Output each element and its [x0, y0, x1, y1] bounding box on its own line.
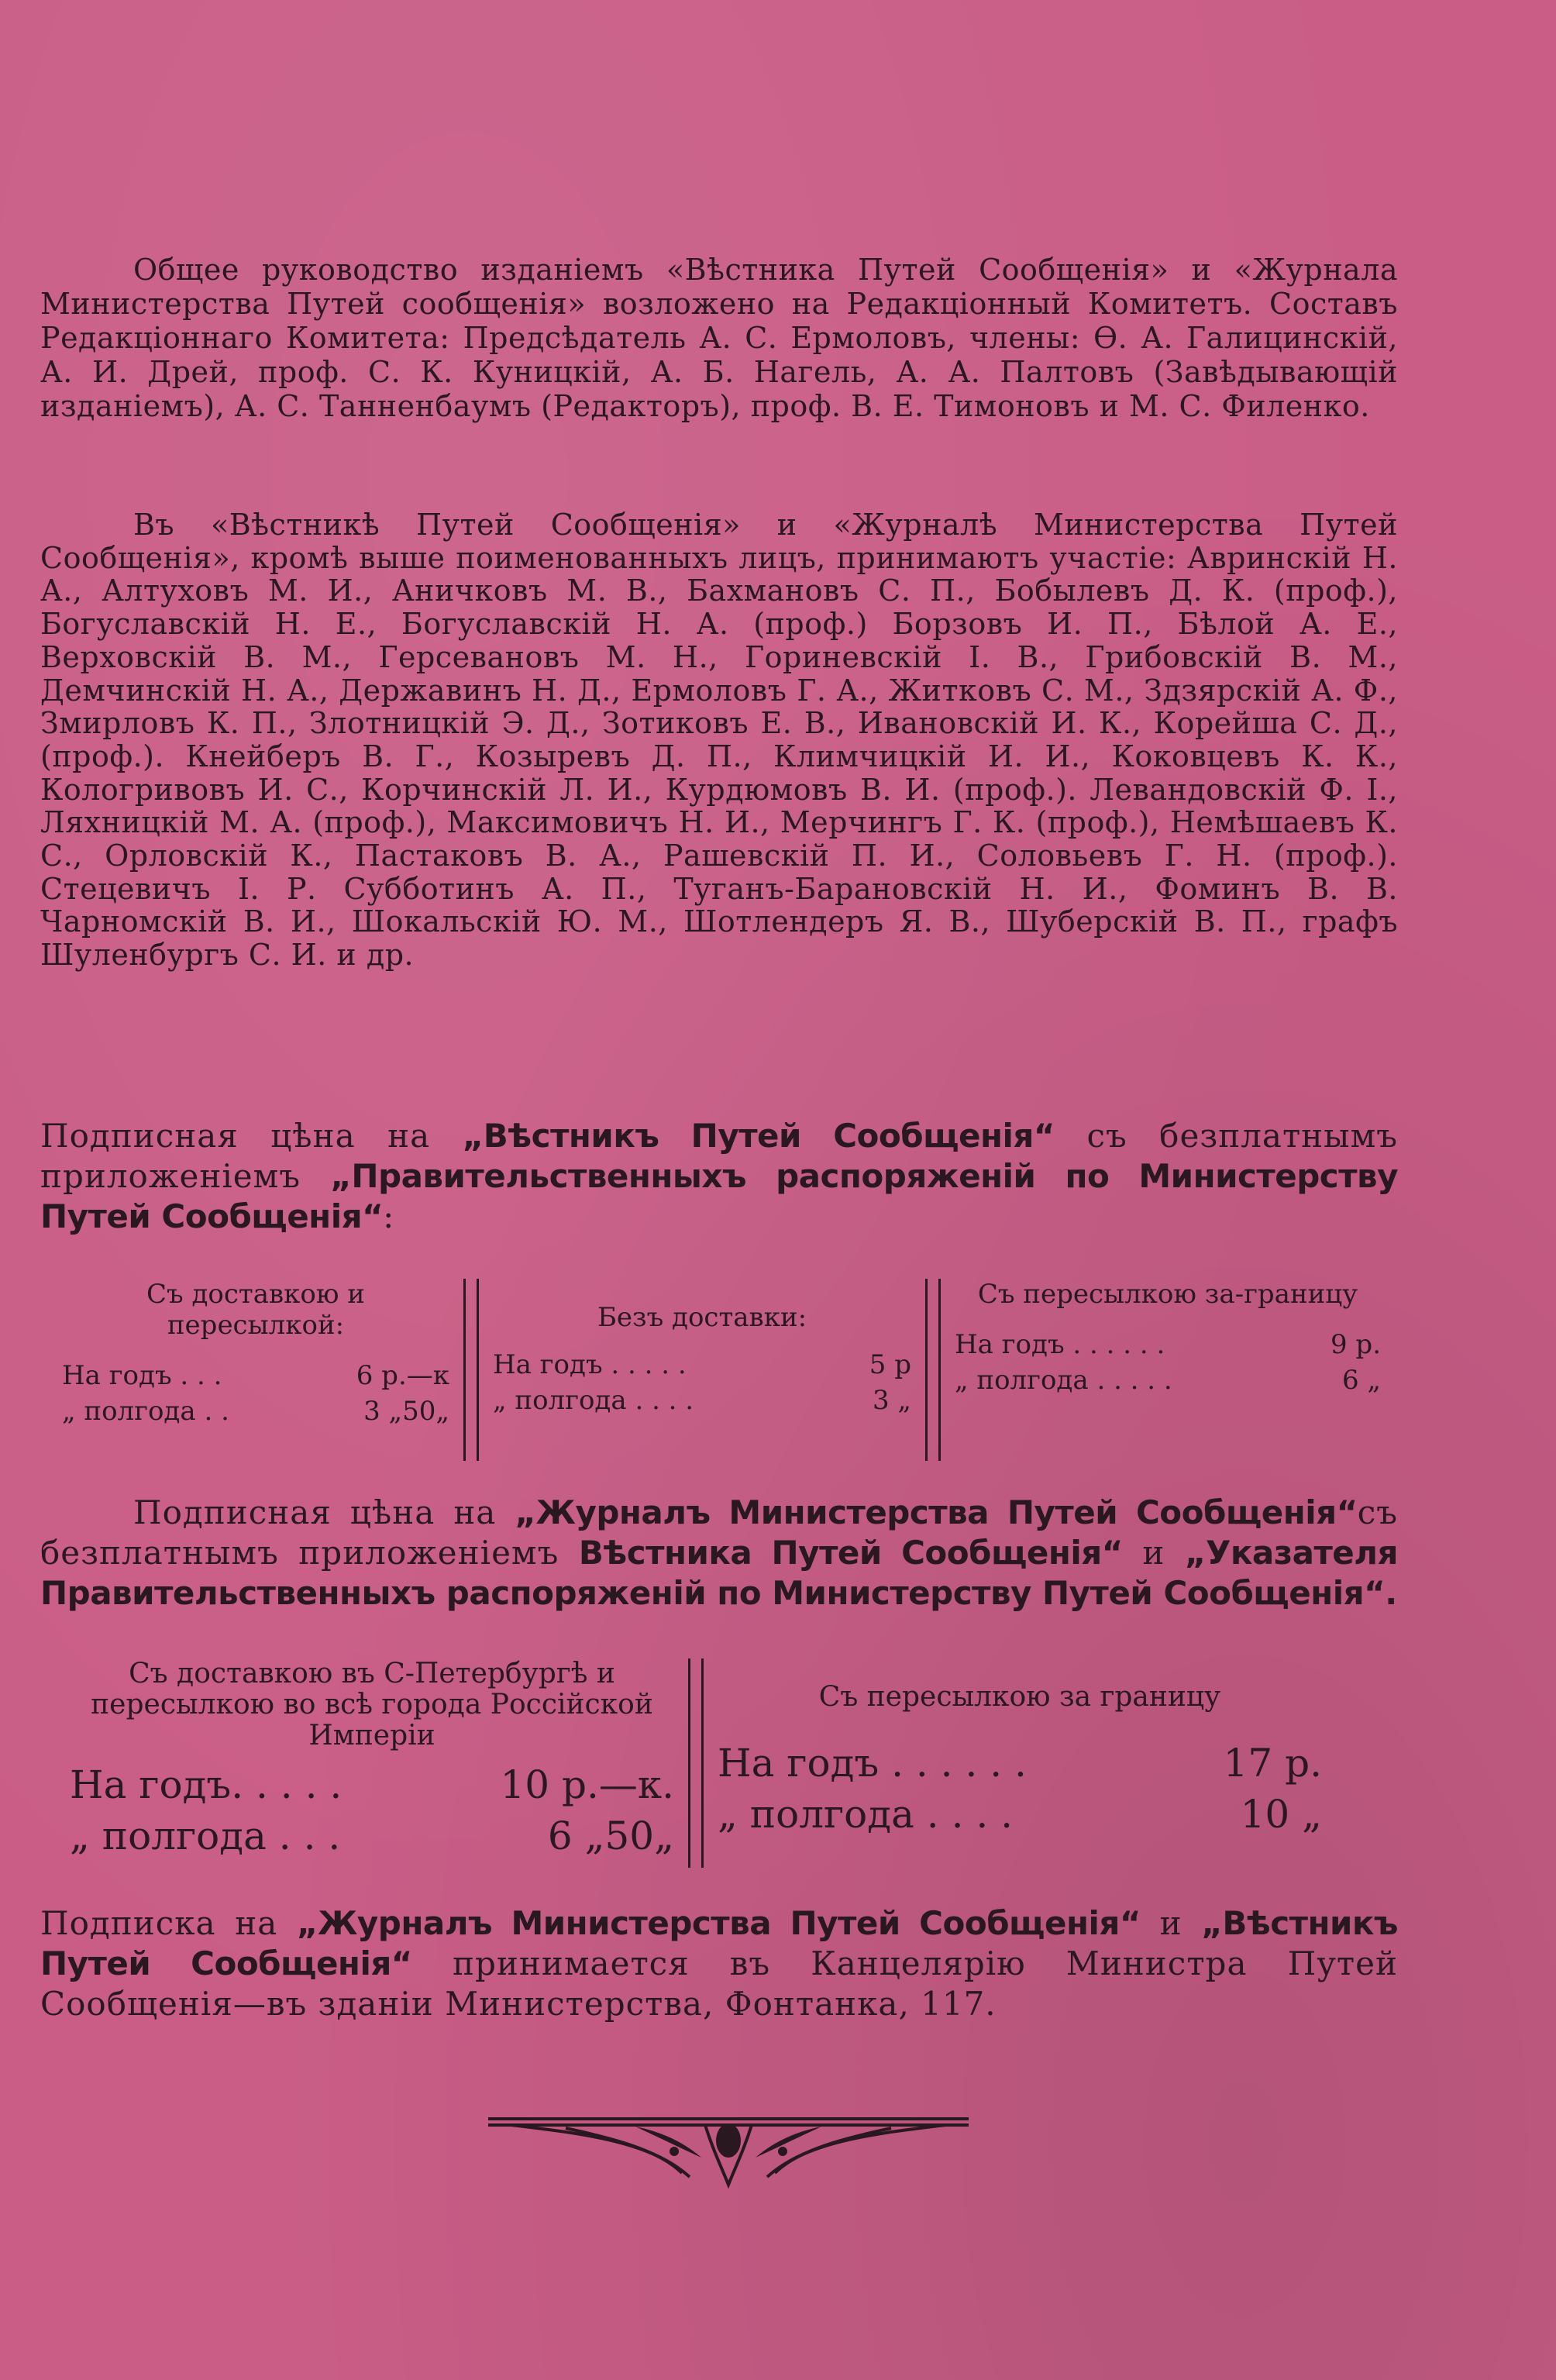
price-row: На годъ . . . 6 р.—к: [62, 1360, 449, 1391]
decorative-ornament-icon: [480, 2103, 976, 2189]
price-column-title: Съ пересылкою за-границу: [977, 1279, 1358, 1310]
journal-supplement-vestnik: Вѣстника Путей Сообщенія“: [578, 1534, 1123, 1572]
journal-price-table: [70, 1658, 1322, 1868]
price-column-title: Съ доставкою и пересылкой:: [146, 1279, 365, 1341]
price-row: „ полгода . . . . . 6 „: [955, 1365, 1381, 1396]
vestnik-title: „Вѣстникъ Путей Сообщенія“: [462, 1117, 1055, 1155]
price-row: На годъ . . . . . . 9 р.: [955, 1329, 1381, 1360]
vestnik-price-heading: Подписная цѣна на „Вѣстникъ Путей Сообщенія“ съ безплатнымъ приложеніемъ „Правительственныхъ распоряженій по Министерству Путей Сообщенія“:: [40, 1117, 1398, 1235]
price-row: „ полгода . . . 6 „50„: [70, 1813, 674, 1858]
vestnik-price-table: [62, 1279, 1381, 1461]
vestnik-supplement: „Правительственныхъ распоряженій по Министерству Путей Сообщенія“: [40, 1157, 1398, 1235]
column-divider: [463, 1279, 479, 1461]
price-column: [955, 1279, 1381, 1461]
price-column: [70, 1658, 674, 1868]
price-row: „ полгода . . 3 „50„: [62, 1396, 449, 1427]
price-column: [62, 1279, 449, 1461]
price-row: „ полгода . . . . 3 „: [493, 1385, 911, 1416]
price-row: „ полгода . . . . 10 „: [718, 1792, 1322, 1837]
price-row: На годъ. . . . . 10 р.—к.: [70, 1762, 674, 1807]
subscription-journal-title: „Журналъ Министерства Путей Сообщенія“: [296, 1904, 1141, 1942]
column-divider: [925, 1279, 941, 1461]
price-column-title: Съ доставкою въ С-Петербургѣ и пересылкою во всѣ города Россійской Имперіи: [91, 1658, 653, 1751]
journal-title: „Журналъ Министерства Путей Сообщенія“: [515, 1493, 1358, 1531]
price-column: [718, 1658, 1322, 1868]
price-row: На годъ . . . . . . 17 р.: [718, 1741, 1322, 1786]
contributors-paragraph: Въ «Вѣстникѣ Путей Сообщенія» и «Журналѣ Министерства Путей Сообщенія», кромѣ выше поименованныхъ лицъ, принимаютъ участіе: Авринскій Н. А., Алтуховъ М. И., Аничковъ М. В., Бахмановъ С. П., Бобылевъ Д. К. (проф.), Богуславскій Н. Е., Богуславскій Н. А. (проф.) Борзовъ И. П., Бѣлой А. Е., Верховскій В. М., Герсевановъ М. Н., Гориневскій І. В., Грибовскій В. М., Демчинскій Н. А., Державинъ Н. Д., Ермоловъ Г. А., Житковъ С. М., Здзярскій А. Ф., Змирловъ К. П., Злотницкій Э. Д., Зотиковъ Е. В., Ивановскій И. К., Корейша С. Д., (проф.). Кнейберъ В. Г., Козыревъ Д. П., Климчицкій И. И., Коковцевъ К. К., Кологривовъ И. С., Корчинскій Л. И., Курдюмовъ В. И. (проф.). Левандовскій Ф. І., Ляхницкій М. А. (проф.), Максимовичъ Н. И., Мерчингъ Г. К. (проф.), Немѣшаевъ К. С., Орловскій К., Пастаковъ В. А., Рашевскій П. И., Соловьевъ Г. Н. (проф.). Стецевичъ І. Р. Субботинъ А. П., Туганъ-Барановскій Н. И., Фоминъ В. В. Чарномскій В. И., Шокальскій Ю. М., Шотлендеръ Я. В., Шуберскій В. П., графъ Шуленбургъ С. И. и др.: [40, 508, 1398, 973]
price-column-title: Безъ доставки:: [597, 1302, 807, 1333]
price-column-title: Съ пересылкою за границу: [818, 1681, 1221, 1713]
editorial-paragraph: Общее руководство изданіемъ «Вѣстника Путей Сообщенія» и «Журнала Министерства Путей сообщенія» возложено на Редакціонный Комитетъ. Составъ Редакціоннаго Комитета: Предсѣдатель А. С. Ермоловъ, члены: Ѳ. А. Галицинскій, А. И. Дрей, проф. С. К. Куницкій, А. Б. Нагель, А. А. Палтовъ (Завѣдывающій изданіемъ), А. С. Танненбаумъ (Редакторъ), проф. В. Е. Тимоновъ и М. С. Филенко.: [40, 253, 1398, 423]
subscription-vestnik-title: „Вѣстникъ Путей Сообщенія“: [40, 1904, 1398, 1982]
journal-supplement-index: „Указателя Правительственныхъ распоряженій по Министерству Путей Сообщенія“.: [40, 1534, 1398, 1612]
subscription-paragraph: Подписка на „Журналъ Министерства Путей Сообщенія“ и „Вѣстникъ Путей Сообщенія“ принимается въ Канцелярію Министра Путей Сообщенія—въ зданіи Министерства, Фонтанка, 117.: [40, 1904, 1398, 2023]
journal-price-heading: Подписная цѣна на „Журналъ Министерства Путей Сообщенія“съ безплатнымъ приложеніемъ Вѣстника Путей Сообщенія“ и „Указателя Правительственныхъ распоряженій по Министерству Путей Сообщенія“.: [40, 1493, 1398, 1612]
price-row: На годъ . . . . . 5 р: [493, 1349, 911, 1380]
price-column: [493, 1279, 911, 1461]
column-divider: [688, 1658, 704, 1868]
